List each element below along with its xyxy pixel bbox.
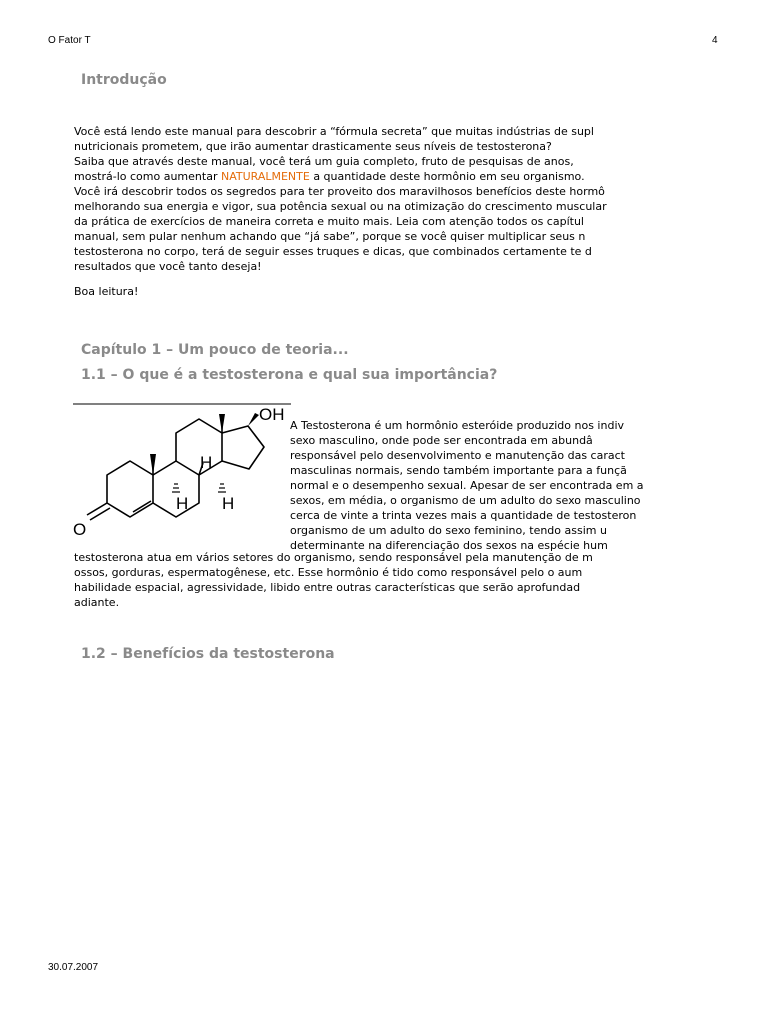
- full-line-4: adiante.: [74, 596, 120, 609]
- intro-line-5: Você irá descobrir todos os segredos para ter proveito dos maravilhosos benefícios deste hormô: [74, 185, 605, 198]
- intro-line-3: Saiba que através deste manual, você terá um guia completo, fruto de pesquisas de anos,: [74, 155, 574, 168]
- intro-line-1: Você está lendo este manual para descobrir a “fórmula secreta” que muitas indústrias de supl: [74, 125, 594, 138]
- intro-line-4-after: a quantidade deste hormônio em seu organismo.: [309, 170, 585, 183]
- full-line-3: habilidade espacial, agressividade, libido entre outras características que serão aprofundad: [74, 581, 581, 594]
- testosterone-wrapped-paragraph: [290, 418, 702, 553]
- wrapped-line-5: normal e o desempenho sexual. Apesar de ser encontrada em a: [290, 479, 644, 492]
- hydroxyl-wedge: [248, 413, 259, 426]
- testosterone-full-paragraph: [74, 550, 700, 610]
- closing-line: Boa leitura!: [74, 285, 139, 298]
- intro-line-2: nutricionais prometem, que irão aumentar drasticamente seus níveis de testosterona?: [74, 140, 552, 153]
- intro-heading: Introdução: [81, 72, 167, 88]
- wrapped-line-1: A Testosterona é um hormônio esteróide produzido nos indiv: [290, 419, 625, 432]
- full-line-1: testosterona atua em vários setores do organismo, sendo responsável pela manutenção de m: [74, 551, 593, 564]
- intro-paragraph: [74, 124, 700, 274]
- document-title: O Fator T: [48, 35, 91, 46]
- testosterone-structure: [73, 403, 291, 539]
- hydrogen-label-1: H: [200, 453, 213, 472]
- intro-line-10: resultados que você tanto deseja!: [74, 260, 262, 273]
- wrapped-line-3: responsável pelo desenvolvimento e manutenção das caract: [290, 449, 625, 462]
- highlight-naturalmente: NATURALMENTE: [220, 170, 310, 183]
- section-1-1-heading: 1.1 – O que é a testosterona e qual sua importância?: [81, 367, 498, 383]
- full-line-2: ossos, gorduras, espermatogênese, etc. Esse hormônio é tido como responsável pelo o aum: [74, 566, 583, 579]
- wrapped-line-7: cerca de vinte a trinta vezes mais a quantidade de testosteron: [290, 509, 637, 522]
- intro-line-7: da prática de exercícios de maneira correta e muito mais. Leia com atenção todos os capítul: [74, 215, 584, 228]
- wrapped-line-8: organismo de um adulto do sexo feminino, tendo assim u: [290, 524, 607, 537]
- wrapped-line-6: sexos, em média, o organismo de um adulto do sexo masculino: [290, 494, 641, 507]
- wrapped-line-2: sexo masculino, onde pode ser encontrada em abundâ: [290, 434, 593, 447]
- intro-line-9: testosterona no corpo, terá de seguir esses truques e dicas, que combinados certamente te d: [74, 245, 592, 258]
- intro-line-4-before: mostrá-lo como aumentar: [74, 170, 221, 183]
- hydrogen-label-3: H: [222, 494, 235, 513]
- wrapped-line-9: determinante na diferenciação dos sexos na espécie hum: [290, 539, 608, 552]
- footer-date: 30.07.2007: [48, 962, 99, 973]
- intro-line-4: [74, 169, 700, 184]
- oh-label: OH: [259, 405, 285, 424]
- section-1-2-heading: 1.2 – Benefícios da testosterona: [81, 646, 335, 662]
- wrapped-line-4: masculinas normais, sendo também importante para a funçã: [290, 464, 627, 477]
- intro-line-8: manual, sem pular nenhum achando que “já sabe”, porque se você quiser multiplicar seus n: [74, 230, 586, 243]
- hydrogen-label-2: H: [176, 494, 189, 513]
- intro-line-6: melhorando sua energia e vigor, sua potência sexual ou na otimização do crescimento muscular: [74, 200, 607, 213]
- methyl-wedge-c18: [219, 414, 225, 433]
- oxygen-label: O: [73, 520, 87, 539]
- methyl-wedge: [150, 454, 156, 475]
- page-number: 4: [712, 35, 718, 46]
- chapter-1-heading: Capítulo 1 – Um pouco de teoria...: [81, 342, 349, 358]
